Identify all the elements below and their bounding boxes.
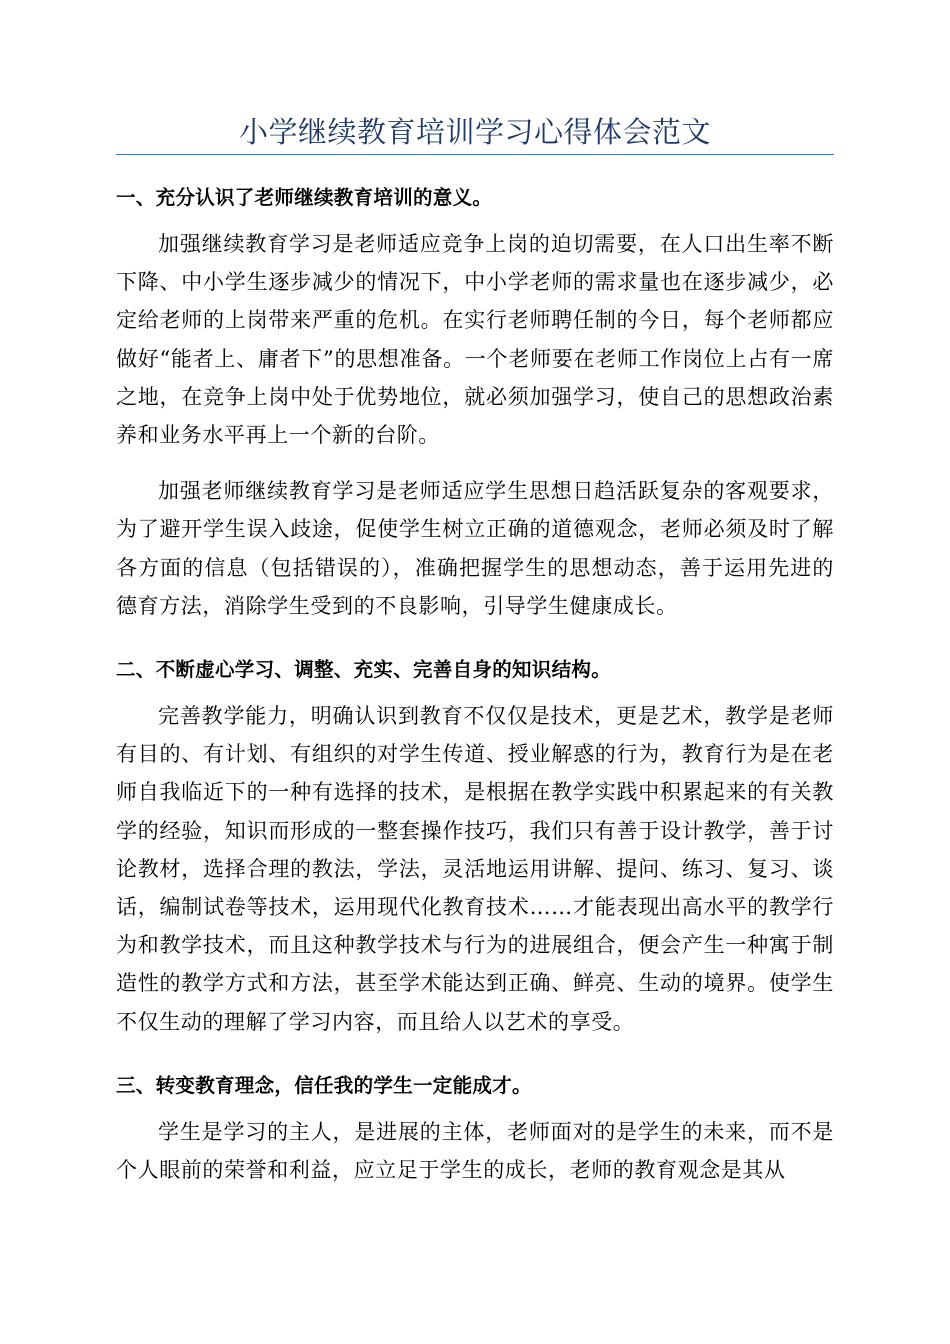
document-page: [116, 112, 834, 1189]
section-heading: 二、不断虚心学习、调整、充实、完善自身的知识结构。: [116, 658, 612, 682]
document-title: 小学继续教育培训学习心得体会范文: [116, 112, 834, 155]
paragraph: 完善教学能力，明确认识到教育不仅仅是技术，更是艺术，教学是老师有目的、有计划、有组织的对学生传道、授业解惑的行为，教育行为是在老师自我临近下的一种有选择的技术，是根据在教学实践中积累起来的有关教学的经验，知识而形成的一整套操作技巧，我们只有善于设计教学，善于讨论教材，选择合理的教法，学法，灵活地运用讲解、提问、练习、复习、谈话，编制试卷等技术，运用现代化教育技术……才能表现出高水平的教学行为和教学技术，而且这种教学技术与行为的进展组合，便会产生一种寓于制造性的教学方式和方法，甚至学术能达到正确、鲜亮、生动的境界。使学生不仅生动的理解了学习内容，而且给人以艺术的享受。: [116, 704, 834, 1034]
section-1: [116, 179, 834, 625]
section-heading: 一、充分认识了老师继续教育培训的意义。: [116, 186, 493, 209]
section-2: [116, 651, 834, 1041]
paragraph: 加强老师继续教育学习是老师适应学生思想日趋活跃复杂的客观要求，为了避开学生误入歧途，促使学生树立正确的道德观念，老师必须及时了解各方面的信息（包括错误的），准确把握学生的思想动态，善于运用先进的德育方法，消除学生受到的不良影响，引导学生健康成长。: [116, 479, 834, 618]
section-heading: 三、转变教育理念，信任我的学生一定能成才。: [116, 1073, 532, 1097]
section-3: [116, 1067, 834, 1189]
paragraph: 学生是学习的主人，是进展的主体，老师面对的是学生的未来，而不是个人眼前的荣誉和利益，应立足于学生的成长，老师的教育观念是其从: [116, 1119, 834, 1183]
paragraph: 加强继续教育学习是老师适应竞争上岗的迫切需要，在人口出生率不断下降、中小学生逐步减少的情况下，中小学老师的需求量也在逐步减少，必定给老师的上岗带来严重的危机。在实行老师聘任制的今日，每个老师都应做好“能者上、庸者下”的思想准备。一个老师要在老师工作岗位上占有一席之地，在竞争上岗中处于优势地位，就必须加强学习，使自己的思想政治素养和业务水平再上一个新的台阶。: [116, 232, 834, 448]
